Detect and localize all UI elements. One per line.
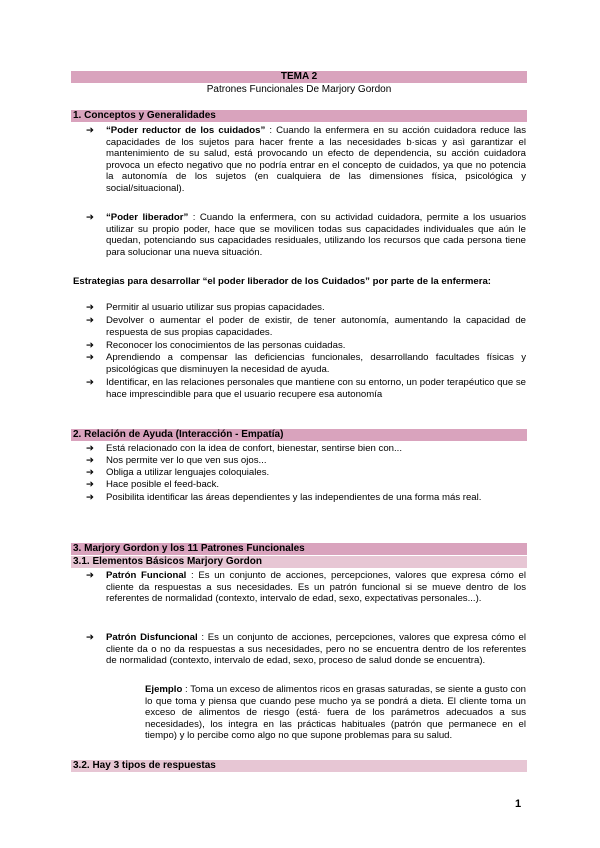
term: “Poder liberador” xyxy=(106,212,189,223)
subsection-3-1-heading: 3.1. Elementos Básicos Marjory Gordon xyxy=(71,556,527,568)
list-item xyxy=(86,352,526,375)
example-term: Ejemplo xyxy=(145,684,183,695)
arrow-icon: ➔ xyxy=(86,443,95,454)
item-text: Aprendiendo a compensar las deficiencias funcionales, desarrollando facultades físicas y psicológicas que disminuyen la necesidad de ayuda. xyxy=(106,352,526,375)
item-text: Nos permite ver lo que ven sus ojos... xyxy=(106,455,267,466)
list-item xyxy=(86,315,526,338)
section-2-heading: 2. Relación de Ayuda (Interacción - Empatía) xyxy=(71,429,527,441)
item-text: Hace posible el feed-back. xyxy=(106,479,220,490)
arrow-icon: ➔ xyxy=(86,315,95,326)
page-subtitle: Patrones Funcionales De Marjory Gordon xyxy=(206,84,392,95)
strategies-heading: Estrategias para desarrollar “el poder liberador de los Cuidados” por parte de la enfermera: xyxy=(73,276,491,287)
item-text: : Es un conjunto de acciones, percepciones, valores que expresa cómo el cliente da respuestas a sus necesidades. Es un patrón funcional si se mueve dentro de los referentes de normalidad (contexto, intervalo de edad, sexo, expectativas personales...). xyxy=(106,570,527,605)
arrow-icon: ➔ xyxy=(86,125,95,136)
arrow-icon: ➔ xyxy=(86,340,95,351)
arrow-icon: ➔ xyxy=(86,467,95,478)
arrow-icon: ➔ xyxy=(86,212,95,223)
term: Patrón Funcional xyxy=(106,570,187,581)
section-3-heading: 3. Marjory Gordon y los 11 Patrones Funcionales xyxy=(71,543,527,555)
list-item xyxy=(86,302,526,314)
item-text: : Cuando la enfermera en su acción cuidadora reduce las capacidades de los sujetos para hacer frente a las necesidades b·sicas y asì garantizar el mantenimiento de su salud, está provocando un efecto de dependencia, su acción cuidadora provoca un efecto negativo que no podría entrar en el concepto de cuidados, ya que no potencia la autonomía de los sujetos (en cualquiera de las dimensiones física, psicológica y social/situacional). xyxy=(106,125,526,194)
arrow-icon: ➔ xyxy=(86,377,95,388)
list-item xyxy=(86,455,526,467)
page-title: TEMA 2 xyxy=(280,71,318,82)
item-text: Obliga a utilizar lenguajes coloquiales. xyxy=(106,467,270,478)
arrow-icon: ➔ xyxy=(86,352,95,363)
list-item xyxy=(86,492,526,504)
list-item xyxy=(86,377,526,400)
list-item xyxy=(86,125,526,195)
arrow-icon: ➔ xyxy=(86,455,95,466)
arrow-icon: ➔ xyxy=(86,632,95,643)
section-1-heading: 1. Conceptos y Generalidades xyxy=(71,110,527,122)
item-text: : Cuando la enfermera, con su actividad cuidadora, permite a los usuarios utilizar su propio poder, hace que se movilicen todas sus capacidades individuales que aún le quedan, potenciando sus capacidades residuales, utilizando los recursos que cada persona tiene para solucionar una nueva situación. xyxy=(106,212,527,258)
item-text: Está relacionado con la idea de confort, bienestar, sentirse bien con... xyxy=(106,443,402,454)
subsection-3-2-heading: 3.2. Hay 3 tipos de respuestas xyxy=(71,760,527,772)
list-item xyxy=(86,212,526,258)
list-item xyxy=(86,570,526,605)
list-item xyxy=(86,632,526,667)
arrow-icon: ➔ xyxy=(86,302,95,313)
item-text: Reconocer los conocimientos de las personas cuidadas. xyxy=(106,340,346,351)
example-paragraph xyxy=(145,684,526,742)
list-item xyxy=(86,443,526,455)
item-text: Identificar, en las relaciones personales que mantiene con su entorno, un poder terapéutico que se hace imprescindible para que el usuario recupere esa autonomía xyxy=(106,377,526,400)
item-text: Posibilita identificar las áreas dependientes y las independientes de una forma más real. xyxy=(106,492,482,503)
page-number: 1 xyxy=(515,798,522,810)
arrow-icon: ➔ xyxy=(86,479,95,490)
item-text: Devolver o aumentar el poder de existir, de tener autonomía, aumentando la capacidad de respuesta de sus propias capacidades. xyxy=(106,315,526,338)
list-item xyxy=(86,340,526,352)
list-item xyxy=(86,479,526,491)
item-text: : Es un conjunto de acciones, percepciones, valores que expresa cómo el cliente da o no da respuestas a sus necesidades, pero no se encuentra dentro de los referentes de normalidad (contexto, intervalo de edad, sexo, proceso de salud donde se encuentra). xyxy=(106,632,526,667)
list-item xyxy=(86,467,526,479)
term: “Poder reductor de los cuidados” xyxy=(106,125,266,136)
arrow-icon: ➔ xyxy=(86,492,95,503)
term: Patrón Disfuncional xyxy=(106,632,198,643)
arrow-icon: ➔ xyxy=(86,570,95,581)
item-text: Permitir al usuario utilizar sus propias capacidades. xyxy=(106,302,325,313)
example-text: : Toma un exceso de alimentos ricos en grasas saturadas, se siente a gusto con lo que toma y piensa que cuando pese mucho ya se pondrá a dieta. El cliente toma un exceso de alimentos de riesgo (está· fuera de los parámetros adecuados a sus necesidades), los integra en las prácticas habituales (patrón que permanece en el tiempo) y lo percibe como algo no que supone problemas para su salud. xyxy=(145,684,526,742)
